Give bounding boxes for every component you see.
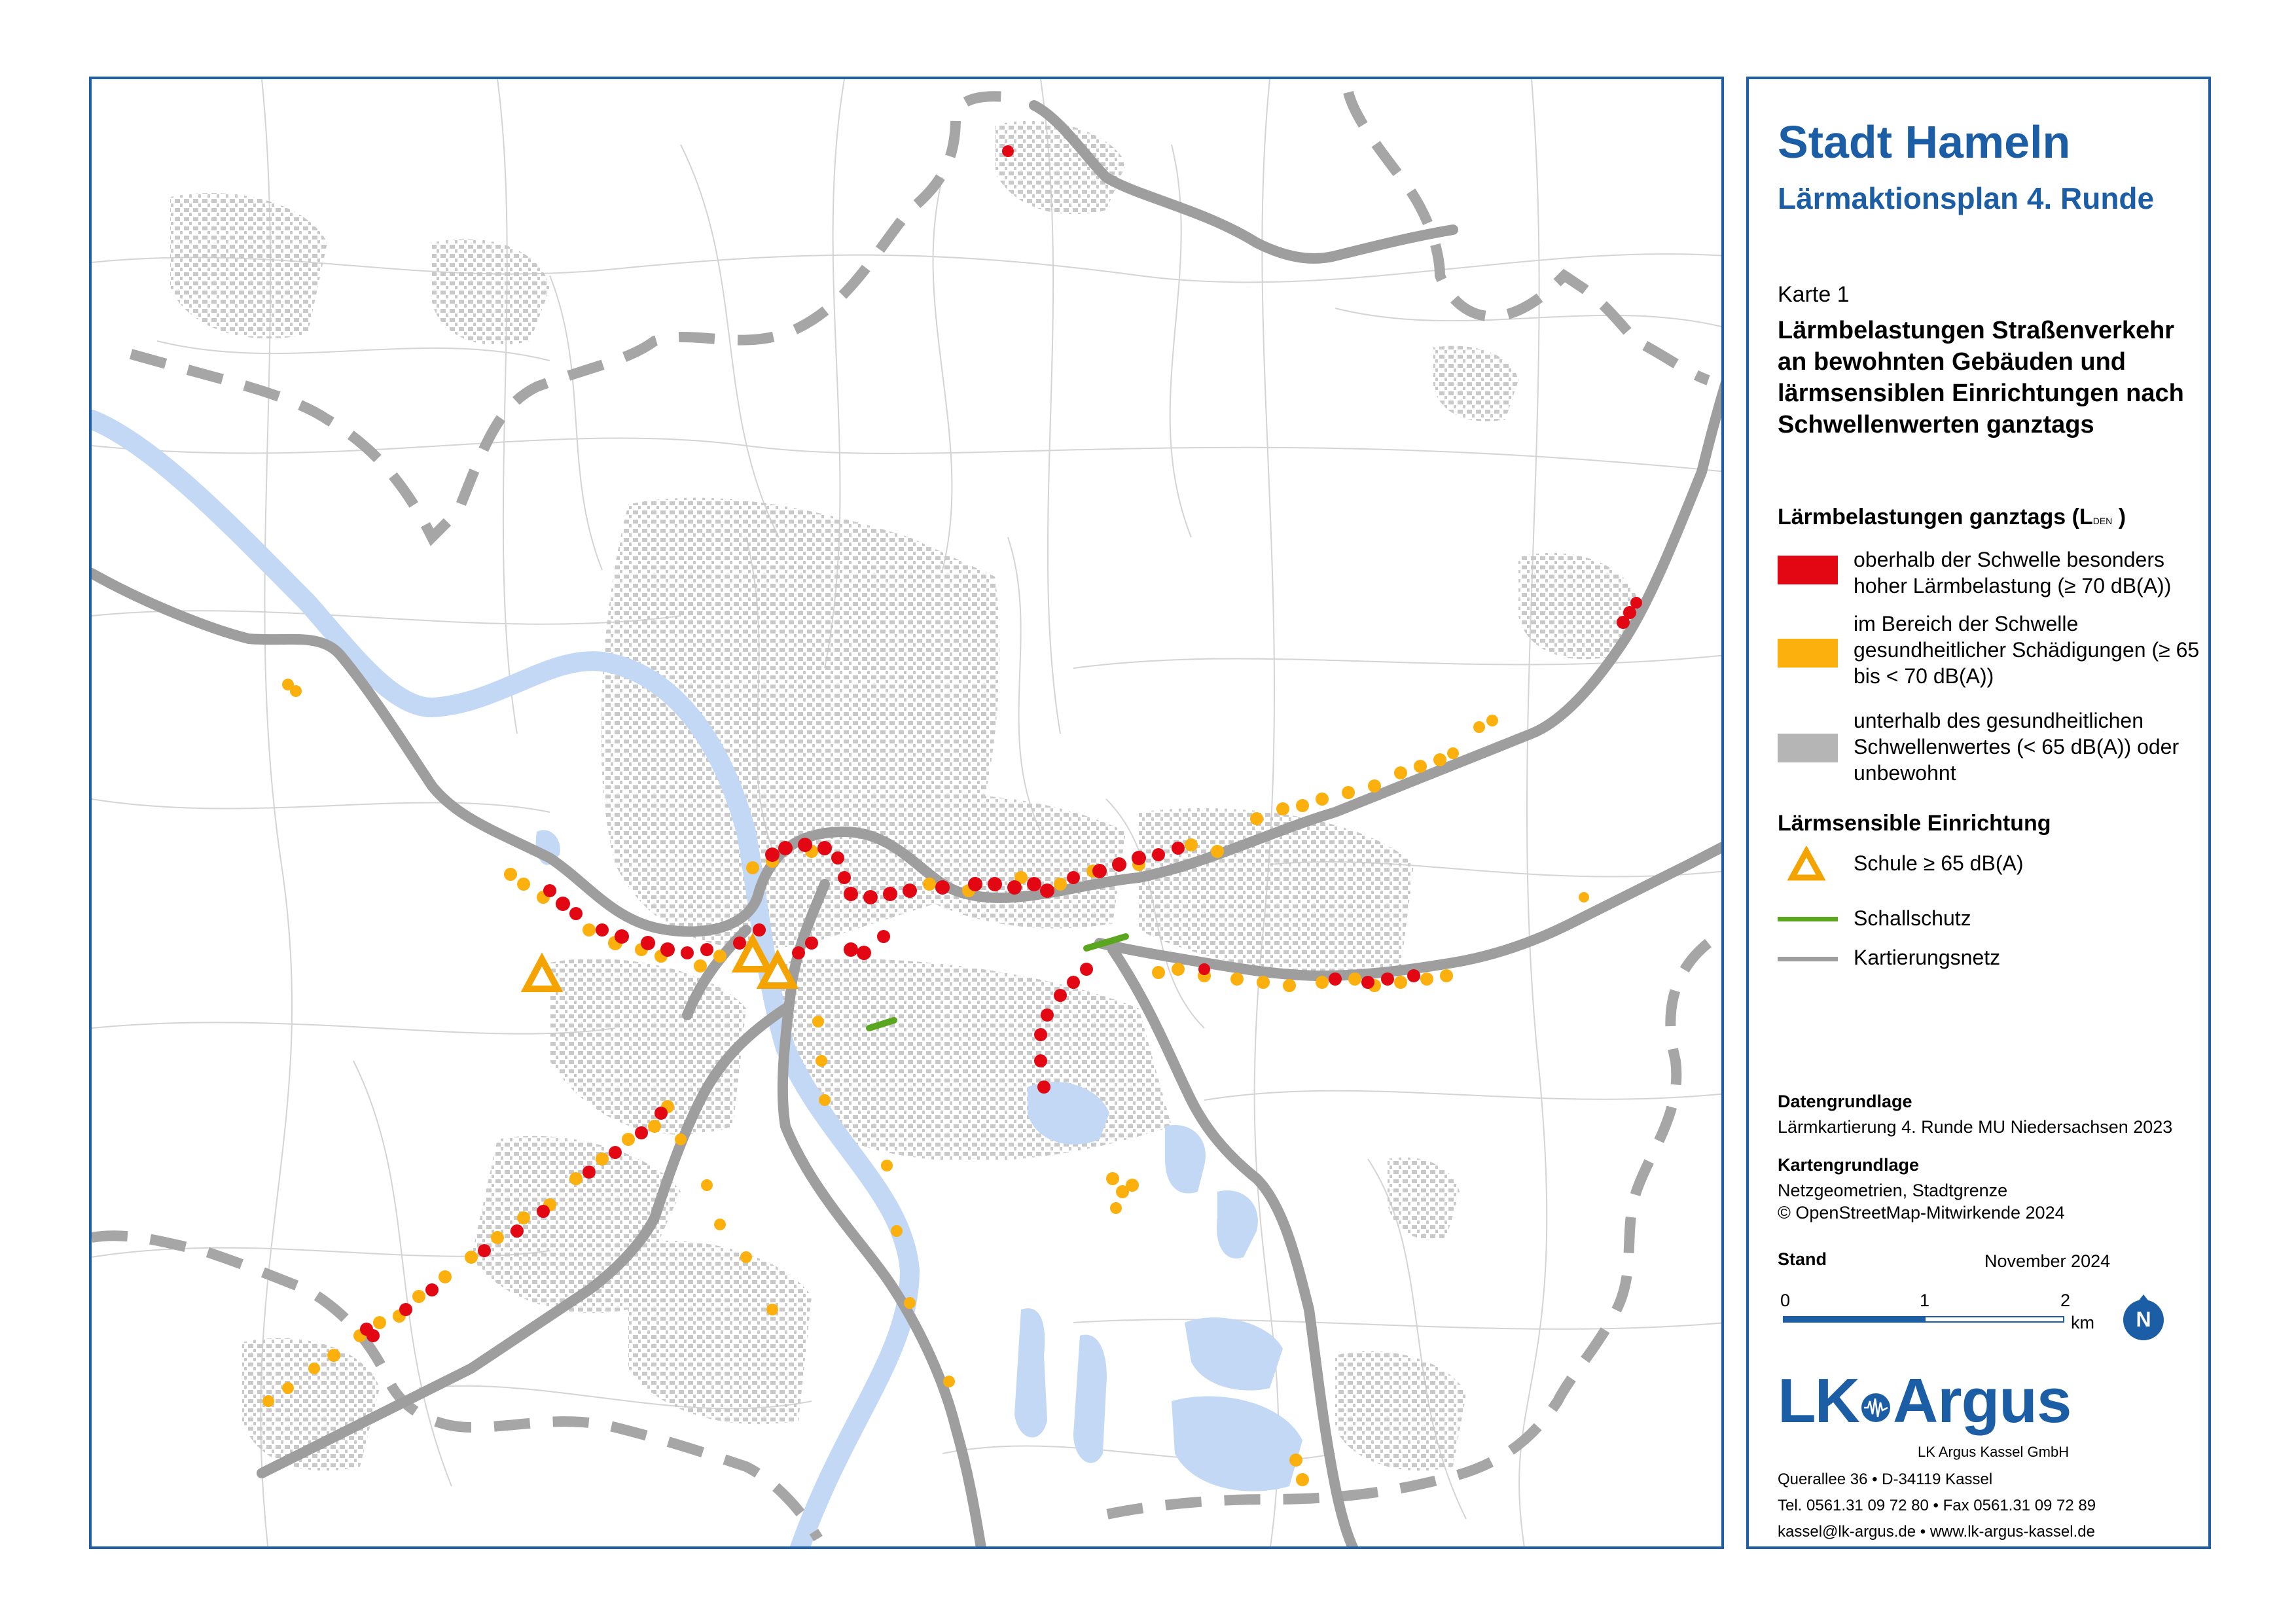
legend-network-text: Kartierungsnetz: [1854, 946, 2001, 969]
legend-heading-sub: DEN: [2092, 516, 2113, 526]
scale-bar-segment-2: [1924, 1316, 2064, 1323]
scale-bar-segment-1: [1783, 1316, 1924, 1323]
north-arrow-icon: [2123, 1300, 2164, 1340]
status-date: November 2024: [1984, 1251, 2111, 1271]
data-source-text: Lärmkartierung 4. Runde MU Niedersachsen 2023: [1778, 1117, 2173, 1137]
legend-noise-barrier-line: [1778, 917, 1838, 921]
legend-red-text: oberhalb der Schwelle besonders hoher Lärmbelastung (≥ 70 dB(A)): [1854, 548, 2172, 597]
city-boundary: [131, 92, 1708, 537]
map-source-text-1: Netzgeometrien, Stadtgrenze: [1778, 1181, 2008, 1200]
legend-heading-main: Lärmbelastungen ganztags (L: [1778, 505, 2093, 529]
legend-swatch-grey: [1778, 734, 1838, 762]
legend-noise-barrier-text: Schallschutz: [1854, 906, 1971, 930]
company-web[interactable]: kassel@lk-argus.de • www.lk-argus-kassel.de: [1778, 1523, 2095, 1541]
company-address: Querallee 36 • D-34119 Kassel: [1778, 1471, 1993, 1488]
company-name: LK Argus Kassel GmbH: [1918, 1444, 2070, 1460]
company-phone: Tel. 0561.31 09 72 80 • Fax 0561.31 09 72 89: [1778, 1497, 2096, 1514]
legend-heading-close: ): [2112, 505, 2126, 529]
logo-argus-text: Argus: [1892, 1366, 2072, 1436]
legend-network-line: [1778, 957, 1838, 961]
north-label: N: [2136, 1308, 2151, 1331]
logo-wave-icon: [1861, 1393, 1890, 1422]
legend-noise-heading: [1778, 505, 2126, 530]
map-subtitle: Lärmaktionsplan 4. Runde: [1778, 181, 2155, 215]
legend-sensitive-heading: Lärmsensible Einrichtung: [1778, 811, 2051, 836]
scale-tick-1: 1: [1920, 1291, 1930, 1310]
status-heading: Stand: [1778, 1249, 1827, 1269]
map-source-text-2: © OpenStreetMap-Mitwirkende 2024: [1778, 1203, 2065, 1222]
legend-panel: [1746, 77, 2211, 1549]
company-logo: [1778, 1365, 2071, 1437]
legend-school-text: Schule ≥ 65 dB(A): [1854, 851, 2024, 875]
map-description: Lärmbelastungen Straßenverkehr an bewohnten Gebäuden und lärmsensiblen Einrichtungen nach Schwellenwerten ganztags: [1778, 317, 2184, 438]
data-source-heading: Datengrundlage: [1778, 1092, 1912, 1111]
scale-tick-2: 2: [2060, 1291, 2071, 1310]
legend-orange-text: im Bereich der Schwelle gesundheitlicher Schädigungen (≥ 65 bis < 70 dB(A)): [1854, 612, 2200, 688]
scale-tick-0: 0: [1780, 1291, 1791, 1310]
legend-grey-text: unterhalb des gesundheitlichen Schwellenwertes (< 65 dB(A)) oder unbewohnt: [1854, 709, 2179, 785]
map-source-heading: Kartengrundlage: [1778, 1155, 1920, 1175]
map-number: Karte 1: [1778, 282, 1850, 307]
school-legend-icon: [1787, 846, 1826, 883]
map-area[interactable]: [89, 77, 1724, 1549]
logo-lk-text: LK: [1778, 1366, 1859, 1436]
map-canvas: [92, 79, 1724, 1549]
map-title: Stadt Hameln: [1778, 116, 2071, 168]
legend-swatch-red: [1778, 556, 1838, 584]
legend-swatch-orange: [1778, 639, 1838, 668]
north-arrow-tip: [2136, 1294, 2151, 1304]
scale-unit: km: [2071, 1313, 2094, 1332]
